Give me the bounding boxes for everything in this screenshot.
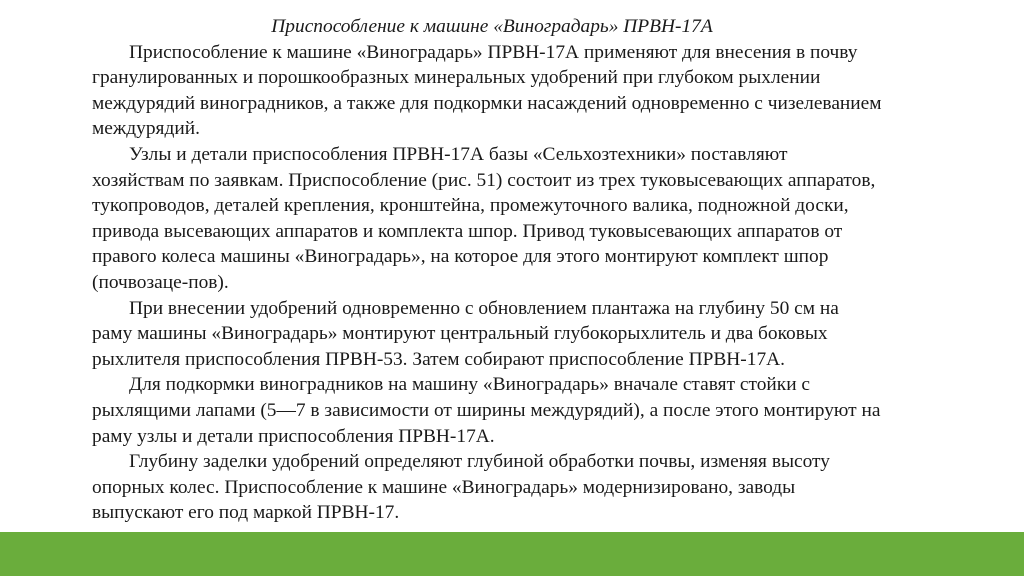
- paragraph-5: Глубину заделки удобрений определяют глубиной обработки почвы, изменяя высоту опорных колес. Приспособление к машине «Виноградарь» модернизировано, заводы выпускают его под маркой ПРВН-17.: [92, 451, 830, 524]
- paragraph-2: Узлы и детали приспособления ПРВН-17А базы «Сельхозтехники» поставляют хозяйствам по заявкам. Приспособление (рис. 51) состоит из трех туковысевающих аппаратов, тукопроводов, деталей крепления, кронштейна, промежуточного валика, подножной доски, привода высевающих аппаратов и комплекта шпор. Привод туковысевающих аппаратов от правого колеса машины «Виноградарь», на которое для этого монтируют комплект шпор (почвозаце-пов).: [92, 143, 876, 293]
- footer-green-band: [0, 532, 1024, 576]
- paragraph-1: Приспособление к машине «Виноградарь» ПРВН-17А применяют для внесения в почву гранулированных и порошкообразных минеральных удобрений при глубоком рыхлении междурядий виноградников, а также для подкормки насаждений одновременно с чизелеванием междурядий.: [92, 41, 882, 140]
- document-title: Приспособление к машине «Виноградарь» ПРВН-17А: [271, 16, 713, 37]
- paragraph-4: Для подкормки виноградников на машину «Виноградарь» вначале ставят стойки с рыхлящими лапами (5—7 в зависимости от ширины междурядий), а после этого монтируют на раму узлы и детали приспособления ПРВН-17А.: [92, 374, 881, 447]
- paragraph-3: При внесении удобрений одновременно с обновлением плантажа на глубину 50 см на раму машины «Виноградарь» монтируют центральный глубокорыхлитель и два боковых рыхлителя приспособления ПРВН-53. Затем собирают приспособление ПРВН-17А.: [92, 297, 839, 370]
- document-text: [92, 14, 882, 526]
